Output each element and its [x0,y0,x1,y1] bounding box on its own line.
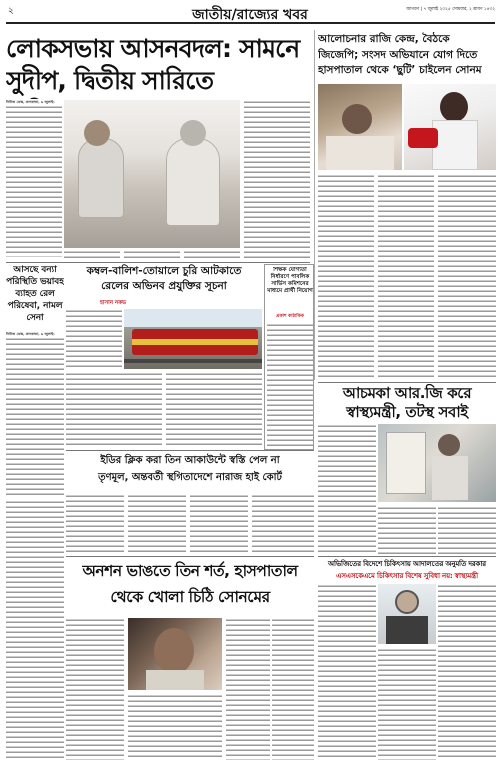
doctor-coat [432,120,478,170]
train-track [124,359,262,363]
lead-bottom-rule [6,262,310,263]
doctor-head [440,92,468,122]
hunger-headline-line1: অনশন ভাঙতে তিন শর্ত, হাসপাতাল [82,562,298,580]
patient-head [342,104,372,134]
lead-body-col3 [124,250,180,260]
lead-body-col1 [6,100,62,260]
lead-body-col5 [244,100,310,260]
hunger-body-col1 [66,618,124,760]
doctor-accent [408,128,438,148]
doctor-body-col1 [318,424,376,554]
train-byline: হাসান নকভ [100,300,127,306]
highcourt-body-col3 [190,494,248,554]
hunger-photo-face [154,628,194,674]
doctor-photo [378,424,496,502]
right-body-col3 [438,174,496,380]
sidebar-left-body-continued [6,500,64,760]
highcourt-body-col4 [252,494,314,554]
highcourt-body-col1 [66,494,124,554]
hospital-body-col1 [318,584,376,760]
hospital-photo-head [395,590,419,614]
lead-headline-line2: সুদীপ, দ্বিতীয় সারিতে [6,66,214,95]
train-body-col2 [66,372,162,448]
sidebar-left-body [6,332,64,498]
lead-dateline: নিউজ ডেস্ক, কলকাতা, ৬ জুলাই: [6,100,55,104]
masthead-rule [6,22,495,24]
middle-box-headline: শিক্ষক যোগ্যতা নির্ধারণে পাবলিক সার্ভিস কমিশনের মাধ্যমে প্রার্থী নিয়োগ [267,267,313,294]
doctor-headline-line2: স্বাস্থ্যমন্ত্রী, তটস্থ সবাই [346,403,468,421]
lead-body-col4 [184,250,240,260]
page-number: ২ [8,6,14,15]
lead-photo [64,100,240,248]
highcourt-headline-line1: ইডির ক্লিক করা তিন আকাউন্টে স্বস্তি পেল না [100,455,280,466]
hunger-headline-line2: থেকে খোলা চিঠি সোনমের [110,588,270,606]
doctor-top-rule [318,382,496,383]
doctor-body-col3 [438,506,496,554]
right-top-headline-line1: আলোচনার রাজি কেন্দ্র, বৈঠকে [318,33,450,45]
lead-photo-figure-left [78,138,124,218]
right-photo-doctor [404,84,496,170]
hunger-top-rule [66,556,314,557]
hospital-photo [378,584,436,644]
patient-bed [326,136,394,170]
doctor-headline-line1: আচমকা আর.জি করে [342,384,472,402]
hunger-photo-cloth [146,670,204,690]
train-headline [66,264,262,298]
right-body-col2 [378,174,434,380]
lead-photo-head-left [84,120,110,146]
train-stripe [132,339,258,345]
sidebar-left-headline: আসছে বন্যা পরিস্থিতি ভয়াবহ ব্যাহত রেল পরিষেবা, নামল সেনা [6,265,64,323]
train-photo [124,309,262,369]
sidebar-left-dateline: নিউজ ডেস্ক, কলকাতা, ৬ জুলাই: [6,332,55,336]
right-top-headline-line3: হাসপাতাল থেকে ‘ছুটি’ চাইলেন সোনম [318,64,482,76]
train-body-col3 [166,372,262,448]
highcourt-headline [66,452,314,492]
section-title: জাতীয়/রাজ্যের খবর [192,7,308,21]
train-headline-line2: রেলের অভিনব প্রযুক্তির সূচনা [101,280,227,292]
lead-body-col2 [64,250,120,260]
hospital-body-col3 [438,584,496,760]
hunger-body-col4 [272,618,314,760]
hospital-photo-suit [386,616,428,644]
lead-photo-figure-right [166,138,220,226]
doctor-body-col2 [378,506,436,554]
hospital-body-col2 [378,648,436,760]
lead-headline-line1: লোকসভায় আসনবদল: সামনে [6,34,300,63]
train-headline-line1: কম্বল-বালিশ-তোয়ালে চুরি আটকাতে [86,265,242,277]
column-divider [314,30,315,380]
highcourt-headline-line2: তৃণমূল, অন্তবর্তী স্থগিতাদেশে নারাজ হাই কোর্ট [98,472,282,483]
hunger-body-col3 [226,618,270,760]
highcourt-top-rule [66,450,314,451]
hunger-body-col2 [128,694,222,760]
hunger-headline [66,558,314,614]
hospital-headline-line2: এসএসকেএমে চিকিৎসার বিশেষ সুবিধা নয়: স্বাস্থ্যমন্ত্রী [336,571,478,580]
lead-headline [6,33,306,99]
doctor-photo-head [438,434,460,456]
right-photo-patient [318,84,402,170]
doctor-photo-left [386,432,426,494]
train-body-col1 [66,309,122,369]
hospital-headline-line1: অভিজিতের বিদেশে চিকিৎসায় আদালতের অনুমতি দরকার [328,559,486,568]
highcourt-body-col2 [128,494,186,554]
right-top-headline-line2: জিজেপি; সংসদ অভিযানে যোগ দিতে [318,48,478,61]
doctor-photo-body [432,456,468,500]
middle-box-body [267,323,313,447]
lead-photo-head-right [180,120,206,146]
doctor-headline [318,384,496,422]
middle-box-byline: প্রকাশ কাঠাকিক [276,314,304,319]
middle-box [264,264,314,450]
right-top-headline [318,32,496,82]
right-body-col1 [318,174,374,380]
hunger-photo [128,618,222,690]
paper-info: জাগরণ | ৭ জুলাই ২০২৫ সোমবার, ২ শ্রাবণ ১৪৩২ [406,7,495,12]
hospital-top-rule [318,556,496,557]
